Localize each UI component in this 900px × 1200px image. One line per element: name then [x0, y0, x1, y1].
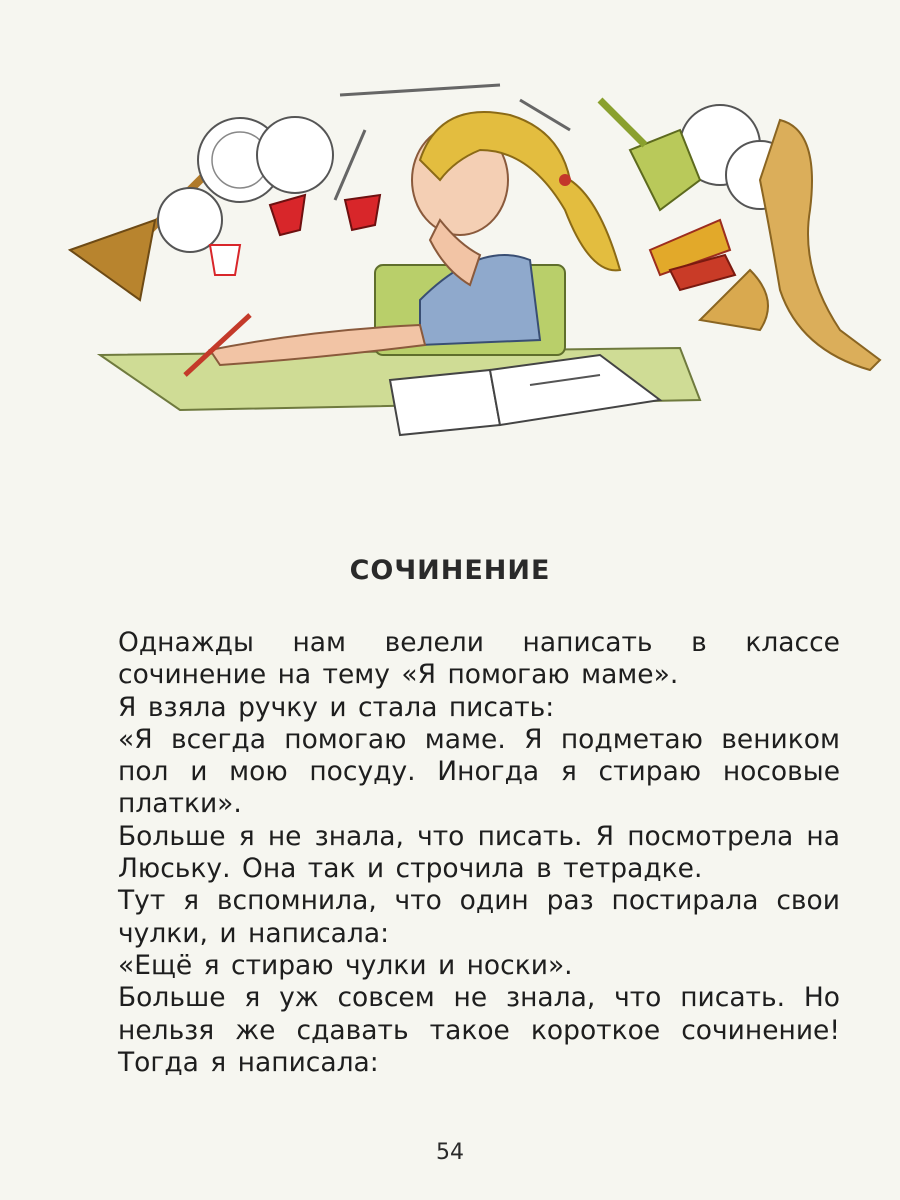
paragraph: Я взяла ручку и стала писать:: [118, 691, 555, 723]
paragraph: «Я всегда помогаю маме. Я подметаю веником пол и мою посуду. Иногда я стираю носовые платки».: [118, 723, 840, 820]
story-text: [118, 627, 840, 1079]
fork-icon: [340, 85, 500, 95]
sock-icon: [650, 220, 735, 290]
paragraph: «Ещё я стираю чулки и носки».: [118, 949, 573, 981]
cup-icon: [210, 195, 380, 275]
paragraph: Больше я уж совсем не знала, что писать. Но нельзя же сдавать такое короткое сочинение! Тогда я написала:: [118, 982, 840, 1078]
paragraph: Больше я не знала, что писать. Я посмотрела на Люську. Она так и строчила в тетрадке.: [118, 820, 840, 885]
paragraph: Тут я вспомнила, что один раз постирала свои чулки, и написала:: [118, 885, 840, 949]
page-number: 54: [436, 1140, 464, 1165]
paragraph: Однажды нам велели написать в классе сочинение на тему «Я помогаю маме».: [118, 627, 840, 691]
story-illustration: [60, 70, 890, 450]
dustpan-icon: [600, 100, 700, 210]
story-title: СОЧИНЕНИЕ: [349, 555, 551, 586]
